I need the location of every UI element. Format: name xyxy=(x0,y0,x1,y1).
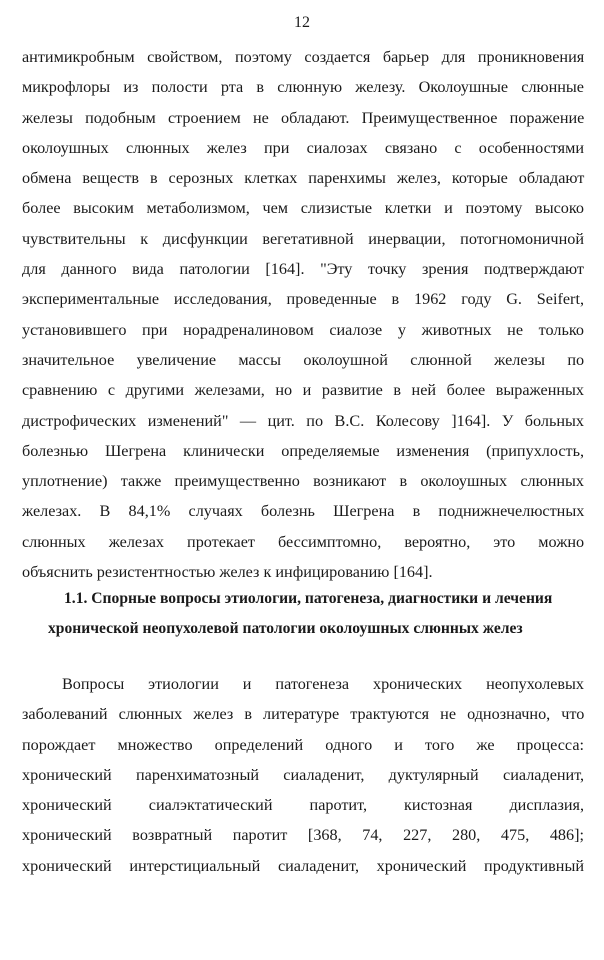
text-line: хронический паренхиматозный сиаладенит, дуктулярный сиаладенит, xyxy=(22,765,585,784)
text-line: объяснить резистентностью желез к инфицированию [164]. xyxy=(22,563,433,582)
text-line: болезнью Шегрена клинически определяемые изменения (припухлость, xyxy=(22,441,585,460)
section-heading-line: 1.1. Спорные вопросы этиологии, патогенеза, диагностики и лечения xyxy=(64,590,553,607)
text-line: более высоким метаболизмом, чем слизистые клетки и поэтому высоко xyxy=(22,199,584,218)
text-line: хронический сиалэктатический паротит, кистозная дисплазия, xyxy=(22,796,585,815)
text-line: антимикробным свойством, поэтому создается барьер для проникновения xyxy=(22,48,585,66)
text-line: уплотнение) также преимущественно возникают в околоушных слюнных xyxy=(22,472,584,491)
text-line: для данного вида патологии [164]. "Эту точку зрения подтверждают xyxy=(22,260,584,279)
text-line: хронический возвратный паротит [368, 74, 227, 280, 475, 486]; xyxy=(22,826,584,845)
text-line: значительное увеличение массы околоушной слюнной железы по xyxy=(22,350,585,369)
paragraph-intro xyxy=(22,42,584,587)
text-line: хронический интерстициальный сиаладенит, хронический продуктивный xyxy=(22,856,584,875)
text-line: сравнению с другими железами, но и развитие в ней более выраженных xyxy=(22,381,584,400)
section-heading xyxy=(22,584,584,644)
section-heading-line: хронической неопухолевой патологии околоушных слюнных желез xyxy=(48,620,523,637)
text-line: железах. В 84,1% случаях болезнь Шегрена в поднижнечелюстных xyxy=(22,502,585,521)
text-line: околоушных слюнных желез при сиалозах связано с особенностями xyxy=(22,138,584,157)
text-line: порождает множество определений одного и того же процесса: xyxy=(22,735,584,754)
text-line: слюнных железах протекает бессимптомно, вероятно, это можно xyxy=(22,532,585,551)
page-number: 12 xyxy=(294,14,310,31)
text-line: микрофлоры из полости рта в слюнную железу. Околоушные слюнные xyxy=(22,78,584,97)
text-line: экспериментальные исследования, проведенные в 1962 году G. Seifert, xyxy=(22,290,584,309)
text-line: заболеваний слюнных желез в литературе трактуются не однозначно, что xyxy=(22,705,585,724)
text-line: обмена веществ в серозных клетках паренхимы желез, которые обладают xyxy=(22,169,585,188)
text-line: чувствительны к дисфункции вегетативной инервации, потогномоничной xyxy=(22,229,584,248)
text-line: дистрофических изменений" — цит. по В.С. Колесову ]164]. У больных xyxy=(22,411,584,430)
text-line: железы подобным строением не обладают. Преимущественное поражение xyxy=(22,108,585,127)
text-line: Вопросы этиологии и патогенеза хронических неопухолевых xyxy=(62,675,584,693)
paragraph-etiology xyxy=(22,669,584,881)
text-line: установившего при норадреналиновом сиалозе у животных не только xyxy=(22,320,584,339)
